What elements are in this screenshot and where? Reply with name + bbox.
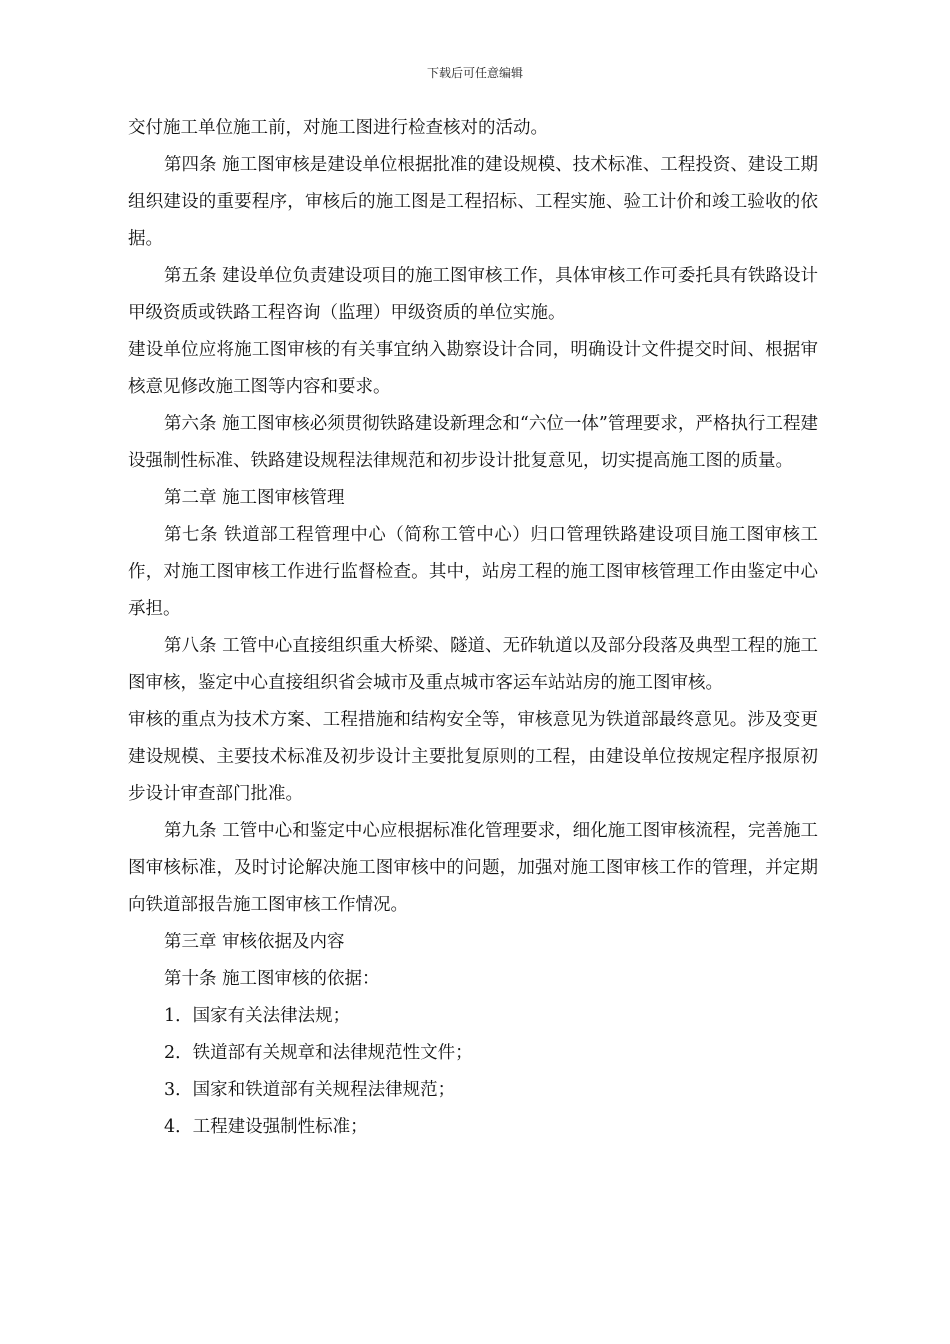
article-9: 第九条 工管中心和鉴定中心应根据标准化管理要求，细化施工图审核流程，完善施工图审核标准，及时讨论解决施工图审核中的问题，加强对施工图审核工作的管理，并定期向铁道部报告施工图审核工作情况。 (128, 821, 818, 915)
paragraph: 审核的重点为技术方案、工程措施和结构安全等，审核意见为铁道部最终意见。涉及变更建设规模、主要技术标准及初步设计主要批复原则的工程，由建设单位按规定程序报原初步设计审查部门批准。 (128, 710, 818, 804)
paragraph: 建设单位应将施工图审核的有关事宜纳入勘察设计合同，明确设计文件提交时间、根据审核意见修改施工图等内容和要求。 (128, 340, 818, 397)
document-body (128, 110, 818, 1146)
list-item: 4．工程建设强制性标准； (164, 1117, 368, 1137)
chapter-2-heading: 第二章 施工图审核管理 (164, 488, 345, 508)
article-8: 第八条 工管中心直接组织重大桥梁、隧道、无砟轨道以及部分段落及典型工程的施工图审核，鉴定中心直接组织省会城市及重点城市客运车站站房的施工图审核。 (128, 636, 818, 693)
article-4: 第四条 施工图审核是建设单位根据批准的建设规模、技术标准、工程投资、建设工期组织建设的重要程序，审核后的施工图是工程招标、工程实施、验工计价和竣工验收的依据。 (128, 155, 818, 249)
list-item: 2．铁道部有关规章和法律规范性文件； (164, 1043, 473, 1063)
paragraph: 交付施工单位施工前，对施工图进行检查核对的活动。 (128, 118, 548, 138)
list-item: 3．国家和铁道部有关规程法律规范； (164, 1080, 456, 1100)
article-6: 第六条 施工图审核必须贯彻铁路建设新理念和“六位一体”管理要求，严格执行工程建设强制性标准、铁路建设规程法律规范和初步设计批复意见，切实提高施工图的质量。 (128, 414, 818, 471)
chapter-3-heading: 第三章 审核依据及内容 (164, 932, 345, 952)
list-item: 1．国家有关法律法规； (164, 1006, 351, 1026)
article-7: 第七条 铁道部工程管理中心（简称工管中心）归口管理铁路建设项目施工图审核工作，对施工图审核工作进行监督检查。其中，站房工程的施工图审核管理工作由鉴定中心承担。 (128, 525, 818, 619)
article-10: 第十条 施工图审核的依据： (164, 969, 380, 989)
article-5: 第五条 建设单位负责建设项目的施工图审核工作，具体审核工作可委托具有铁路设计甲级资质或铁路工程咨询（监理）甲级资质的单位实施。 (128, 266, 818, 323)
page-header: 下载后可任意编辑 (426, 66, 523, 80)
